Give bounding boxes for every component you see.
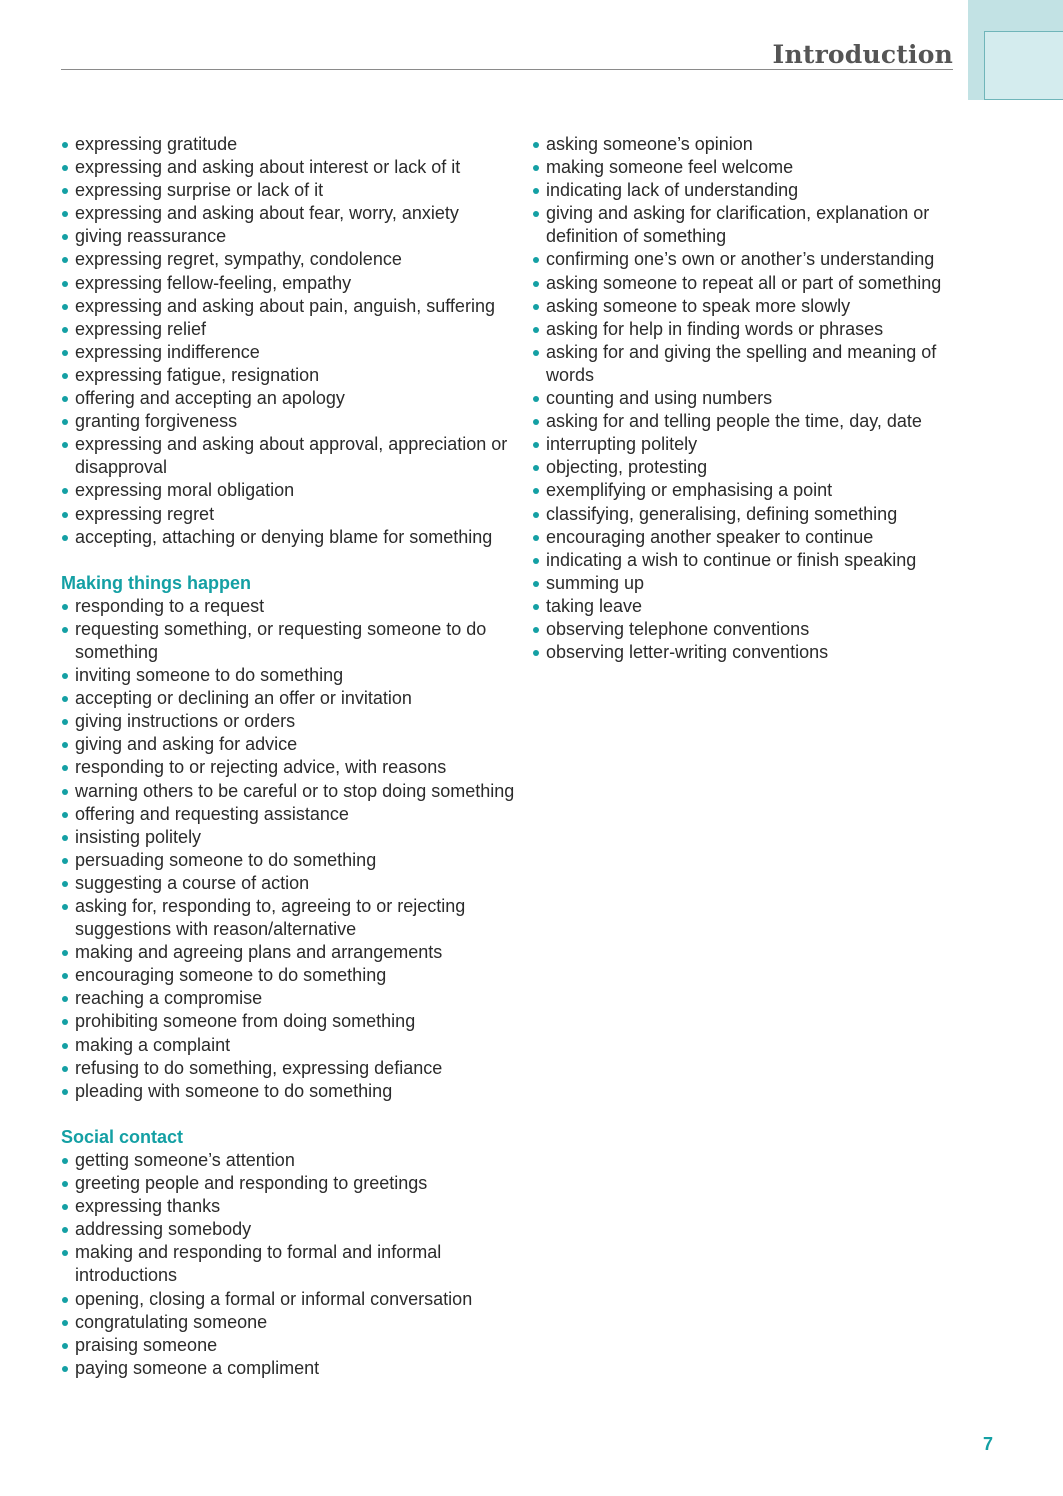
list-item: suggesting a course of action (61, 872, 521, 895)
list-item: warning others to be careful or to stop doing something (61, 780, 521, 803)
list-item: asking for and telling people the time, day, date (532, 410, 962, 433)
list-item: asking for, responding to, agreeing to or rejecting suggestions with reason/alternative (61, 895, 521, 941)
list-item: classifying, generalising, defining something (532, 503, 962, 526)
list-item: expressing and asking about fear, worry, anxiety (61, 202, 521, 225)
list-item: accepting, attaching or denying blame for something (61, 526, 521, 549)
list-item: responding to a request (61, 595, 521, 618)
list-item: giving and asking for advice (61, 733, 521, 756)
list-item: expressing surprise or lack of it (61, 179, 521, 202)
list-item: giving instructions or orders (61, 710, 521, 733)
list-item: encouraging another speaker to continue (532, 526, 962, 549)
function-list-social-contact (61, 1149, 521, 1380)
list-item: greeting people and responding to greetings (61, 1172, 521, 1195)
section-heading-making-things-happen: Making things happen (61, 572, 252, 593)
function-list-top (61, 133, 521, 549)
list-item: insisting politely (61, 826, 521, 849)
list-item: giving and asking for clarification, explanation or definition of something (532, 202, 962, 248)
list-item: offering and accepting an apology (61, 387, 521, 410)
corner-tab-box (984, 31, 1063, 100)
list-item: summing up (532, 572, 962, 595)
list-item: praising someone (61, 1334, 521, 1357)
list-item: asking for and giving the spelling and meaning of words (532, 341, 962, 387)
list-item: reaching a compromise (61, 987, 521, 1010)
list-item: counting and using numbers (532, 387, 962, 410)
list-item: responding to or rejecting advice, with reasons (61, 756, 521, 779)
list-item: inviting someone to do something (61, 664, 521, 687)
list-item: getting someone’s attention (61, 1149, 521, 1172)
list-item: expressing and asking about approval, appreciation or disapproval (61, 433, 521, 479)
section-heading-social-contact: Social contact (61, 1126, 184, 1147)
list-item: asking someone to repeat all or part of something (532, 272, 962, 295)
list-item: expressing relief (61, 318, 521, 341)
list-item: indicating a wish to continue or finish speaking (532, 549, 962, 572)
list-item: encouraging someone to do something (61, 964, 521, 987)
list-item: indicating lack of understanding (532, 179, 962, 202)
function-list-right (532, 133, 962, 664)
list-item: making and responding to formal and informal introductions (61, 1241, 521, 1287)
list-item: persuading someone to do something (61, 849, 521, 872)
list-item: accepting or declining an offer or invitation (61, 687, 521, 710)
list-item: making a complaint (61, 1034, 521, 1057)
list-item: exemplifying or emphasising a point (532, 479, 962, 502)
right-column (532, 133, 962, 664)
list-item: expressing fatigue, resignation (61, 364, 521, 387)
list-item: giving reassurance (61, 225, 521, 248)
list-item: taking leave (532, 595, 962, 618)
list-item: expressing indifference (61, 341, 521, 364)
left-column (61, 133, 521, 1380)
list-item: expressing and asking about pain, anguish, suffering (61, 295, 521, 318)
list-item: expressing and asking about interest or lack of it (61, 156, 521, 179)
page-number: 7 (983, 1434, 994, 1454)
list-item: prohibiting someone from doing something (61, 1010, 521, 1033)
list-item: expressing thanks (61, 1195, 521, 1218)
header-divider (61, 69, 953, 70)
list-item: requesting something, or requesting someone to do something (61, 618, 521, 664)
list-item: objecting, protesting (532, 456, 962, 479)
page-title: Introduction (772, 40, 953, 69)
list-item: asking someone to speak more slowly (532, 295, 962, 318)
list-item: paying someone a compliment (61, 1357, 521, 1380)
list-item: making and agreeing plans and arrangements (61, 941, 521, 964)
list-item: making someone feel welcome (532, 156, 962, 179)
list-item: expressing moral obligation (61, 479, 521, 502)
list-item: asking for help in finding words or phrases (532, 318, 962, 341)
list-item: interrupting politely (532, 433, 962, 456)
list-item: observing telephone conventions (532, 618, 962, 641)
list-item: pleading with someone to do something (61, 1080, 521, 1103)
list-item: offering and requesting assistance (61, 803, 521, 826)
list-item: expressing regret, sympathy, condolence (61, 248, 521, 271)
list-item: congratulating someone (61, 1311, 521, 1334)
list-item: expressing gratitude (61, 133, 521, 156)
list-item: confirming one’s own or another’s understanding (532, 248, 962, 271)
list-item: asking someone’s opinion (532, 133, 962, 156)
list-item: addressing somebody (61, 1218, 521, 1241)
list-item: observing letter-writing conventions (532, 641, 962, 664)
list-item: expressing regret (61, 503, 521, 526)
list-item: refusing to do something, expressing defiance (61, 1057, 521, 1080)
function-list-making-things-happen (61, 595, 521, 1103)
list-item: opening, closing a formal or informal conversation (61, 1288, 521, 1311)
list-item: expressing fellow-feeling, empathy (61, 272, 521, 295)
list-item: granting forgiveness (61, 410, 521, 433)
